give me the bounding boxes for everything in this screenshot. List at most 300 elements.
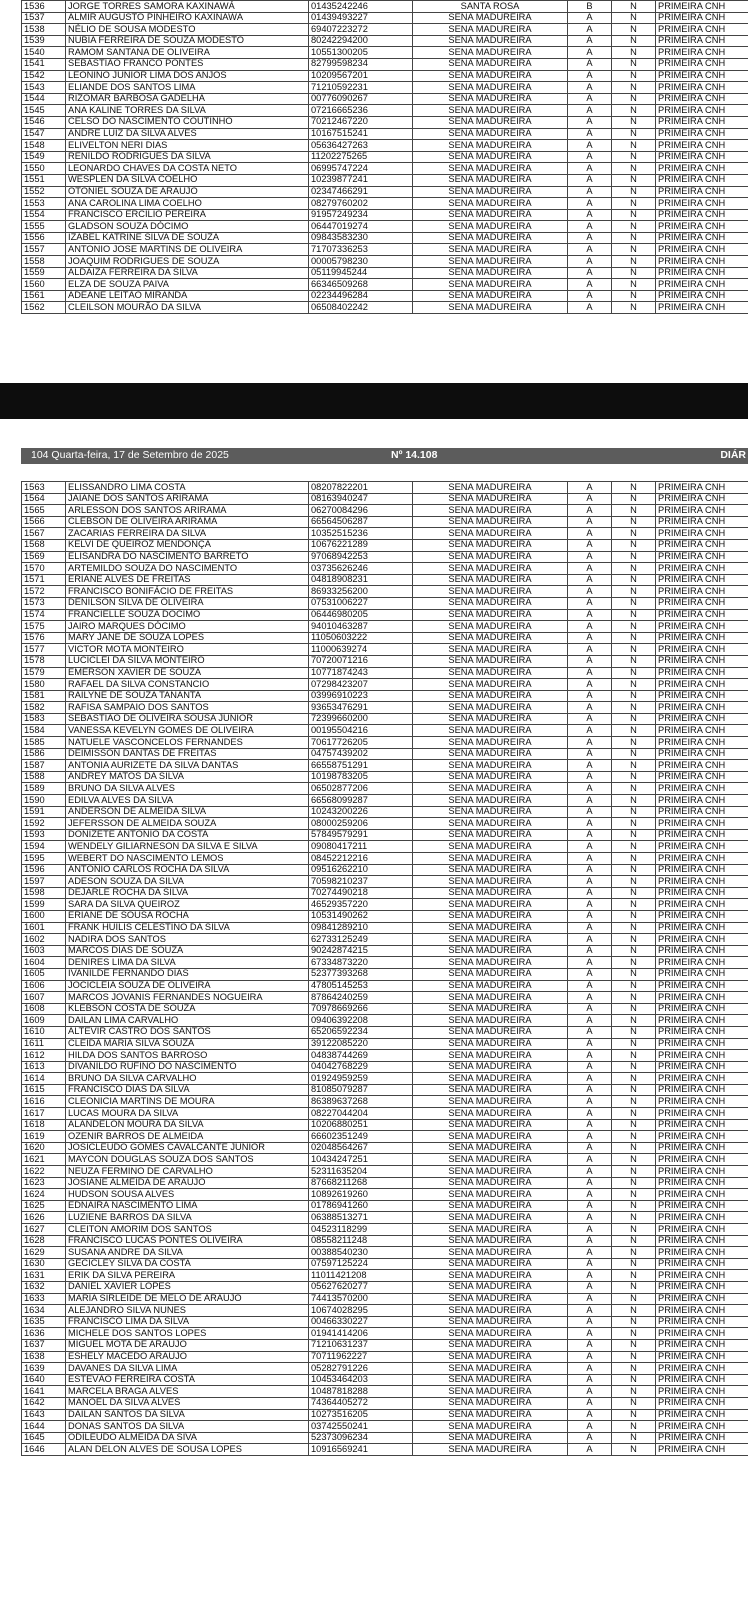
category: A — [568, 232, 612, 244]
city: SENA MADUREIRA — [413, 1015, 568, 1027]
status-flag: N — [612, 818, 656, 830]
table-row — [22, 563, 748, 575]
process-type: PRIMEIRA CNH — [656, 12, 748, 24]
process-type: PRIMEIRA CNH — [656, 853, 748, 865]
category: A — [568, 1084, 612, 1096]
candidate-name: SARA DA SILVA QUEIROZ — [66, 899, 309, 911]
process-type: PRIMEIRA CNH — [656, 93, 748, 105]
candidate-name: MARY JANE DE SOUZA LOPES — [66, 632, 309, 644]
status-flag: N — [612, 1050, 656, 1062]
row-number: 1551 — [22, 174, 66, 186]
city: SENA MADUREIRA — [413, 806, 568, 818]
city: SENA MADUREIRA — [413, 1339, 568, 1351]
cpf-number: 06447019274 — [309, 221, 413, 233]
city: SENA MADUREIRA — [413, 737, 568, 749]
category: A — [568, 1421, 612, 1433]
status-flag: N — [612, 140, 656, 152]
process-type: PRIMEIRA CNH — [656, 934, 748, 946]
city: SENA MADUREIRA — [413, 1050, 568, 1062]
category: A — [568, 1177, 612, 1189]
row-number: 1573 — [22, 597, 66, 609]
table-row — [22, 644, 748, 656]
candidate-name: EMERSON XAVIER DE SOUZA — [66, 667, 309, 679]
process-type: PRIMEIRA CNH — [656, 151, 748, 163]
candidate-name: NÉLIO DE SOUSA MODESTO — [66, 24, 309, 36]
city: SENA MADUREIRA — [413, 1363, 568, 1375]
row-number: 1642 — [22, 1397, 66, 1409]
cpf-number: 02048564267 — [309, 1142, 413, 1154]
category: A — [568, 864, 612, 876]
table-row — [22, 1351, 748, 1363]
status-flag: N — [612, 1444, 656, 1456]
candidate-name: ANDREY MATOS DA SILVA — [66, 771, 309, 783]
status-flag: N — [612, 713, 656, 725]
row-number: 1584 — [22, 725, 66, 737]
process-type: PRIMEIRA CNH — [656, 1258, 748, 1270]
status-flag: N — [612, 1084, 656, 1096]
row-number: 1590 — [22, 795, 66, 807]
cpf-number: 10771874243 — [309, 667, 413, 679]
table-row — [22, 992, 748, 1004]
process-type: PRIMEIRA CNH — [656, 957, 748, 969]
row-number: 1636 — [22, 1328, 66, 1340]
cpf-number: 57849579291 — [309, 829, 413, 841]
table-row — [22, 302, 748, 314]
status-flag: N — [612, 748, 656, 760]
row-number: 1588 — [22, 771, 66, 783]
cpf-number: 05636427263 — [309, 140, 413, 152]
city: SENA MADUREIRA — [413, 1235, 568, 1247]
category: A — [568, 279, 612, 291]
status-flag: N — [612, 174, 656, 186]
category: A — [568, 198, 612, 210]
process-type: PRIMEIRA CNH — [656, 1409, 748, 1421]
cpf-number: 10434247251 — [309, 1154, 413, 1166]
row-number: 1645 — [22, 1432, 66, 1444]
row-number: 1558 — [22, 256, 66, 268]
candidate-name: IZABEL KATRINE SILVA DE SOUZA — [66, 232, 309, 244]
category: A — [568, 968, 612, 980]
city: SENA MADUREIRA — [413, 899, 568, 911]
candidate-name: ZACARIAS FERREIRA DA SILVA — [66, 528, 309, 540]
city: SENA MADUREIRA — [413, 279, 568, 291]
row-number: 1617 — [22, 1108, 66, 1120]
process-type: PRIMEIRA CNH — [656, 887, 748, 899]
cpf-number: 10198783205 — [309, 771, 413, 783]
table-row — [22, 105, 748, 117]
status-flag: N — [612, 1247, 656, 1259]
city: SENA MADUREIRA — [413, 35, 568, 47]
row-number: 1600 — [22, 910, 66, 922]
cpf-number: 08452212216 — [309, 853, 413, 865]
top-record-body — [22, 1, 748, 314]
row-number: 1569 — [22, 551, 66, 563]
cpf-number: 71210592231 — [309, 82, 413, 94]
table-row — [22, 980, 748, 992]
category: A — [568, 1108, 612, 1120]
city: SENA MADUREIRA — [413, 1177, 568, 1189]
row-number: 1595 — [22, 853, 66, 865]
status-flag: N — [612, 679, 656, 691]
cpf-number: 90242874215 — [309, 945, 413, 957]
cpf-number: 11000639274 — [309, 644, 413, 656]
city: SENA MADUREIRA — [413, 1212, 568, 1224]
cpf-number: 07531006227 — [309, 597, 413, 609]
table-row — [22, 505, 748, 517]
city: SENA MADUREIRA — [413, 864, 568, 876]
candidate-name: EDNAIRA NASCIMENTO LIMA — [66, 1200, 309, 1212]
process-type: PRIMEIRA CNH — [656, 1142, 748, 1154]
table-row — [22, 1432, 748, 1444]
candidate-name: SEBASTIÃO DE OLIVEIRA SOUSA JUNIOR — [66, 713, 309, 725]
candidate-name: LUCICLEI DA SILVA MONTEIRO — [66, 655, 309, 667]
row-number: 1536 — [22, 1, 66, 13]
city: SENA MADUREIRA — [413, 244, 568, 256]
cpf-number: 70598210237 — [309, 876, 413, 888]
cpf-number: 04757439202 — [309, 748, 413, 760]
candidate-name: MARIA SIRLEIDE DE MELO DE ARAÚJO — [66, 1293, 309, 1305]
category: A — [568, 1131, 612, 1143]
row-number: 1538 — [22, 24, 66, 36]
cpf-number: 52377393268 — [309, 968, 413, 980]
status-flag: N — [612, 12, 656, 24]
status-flag: N — [612, 1316, 656, 1328]
status-flag: N — [612, 1177, 656, 1189]
category: A — [568, 702, 612, 714]
city: SENA MADUREIRA — [413, 748, 568, 760]
process-type: PRIMEIRA CNH — [656, 1374, 748, 1386]
bottom-record-body — [22, 482, 748, 1456]
status-flag: N — [612, 702, 656, 714]
process-type: PRIMEIRA CNH — [656, 244, 748, 256]
category: A — [568, 876, 612, 888]
table-row — [22, 1108, 748, 1120]
city: SENA MADUREIRA — [413, 482, 568, 494]
table-row — [22, 82, 748, 94]
cpf-number: 01439493227 — [309, 12, 413, 24]
city: SENA MADUREIRA — [413, 267, 568, 279]
process-type: PRIMEIRA CNH — [656, 1108, 748, 1120]
process-type: PRIMEIRA CNH — [656, 1328, 748, 1340]
candidate-name: NEUZA FERMINO DE CARVALHO — [66, 1166, 309, 1178]
category: A — [568, 841, 612, 853]
table-row — [22, 1421, 748, 1433]
bottom-record-table — [21, 481, 748, 1456]
status-flag: N — [612, 1108, 656, 1120]
table-row — [22, 818, 748, 830]
table-row — [22, 539, 748, 551]
row-number: 1540 — [22, 47, 66, 59]
table-row — [22, 1131, 748, 1143]
city: SENA MADUREIRA — [413, 644, 568, 656]
table-row — [22, 1224, 748, 1236]
candidate-name: JAIANE DOS SANTOS ARIRAMA — [66, 493, 309, 505]
cpf-number: 10531490262 — [309, 910, 413, 922]
candidate-name: ARLESSON DOS SANTOS ARIRAMA — [66, 505, 309, 517]
cpf-number: 70617726205 — [309, 737, 413, 749]
row-number: 1611 — [22, 1038, 66, 1050]
candidate-name: JOSIANE ALMEIDA DE ARAUJO — [66, 1177, 309, 1189]
candidate-name: DONAS SANTOS DA SILVA — [66, 1421, 309, 1433]
candidate-name: ERIANE ALVES DE FREITAS — [66, 574, 309, 586]
category: A — [568, 725, 612, 737]
status-flag: N — [612, 1026, 656, 1038]
candidate-name: SEBASTIÃO FRANCO PONTES — [66, 58, 309, 70]
cpf-number: 06508402242 — [309, 302, 413, 314]
candidate-name: NÚBIA FERREIRA DE SOUZA MODESTO — [66, 35, 309, 47]
row-number: 1609 — [22, 1015, 66, 1027]
top-record-table — [21, 0, 748, 314]
status-flag: N — [612, 1003, 656, 1015]
city: SENA MADUREIRA — [413, 841, 568, 853]
city: SENA MADUREIRA — [413, 771, 568, 783]
status-flag: N — [612, 528, 656, 540]
candidate-name: WENDELY GILIARNESON DA SILVA E SILVA — [66, 841, 309, 853]
table-row — [22, 1293, 748, 1305]
cpf-number: 00195504216 — [309, 725, 413, 737]
process-type: PRIMEIRA CNH — [656, 1212, 748, 1224]
table-row — [22, 806, 748, 818]
row-number: 1542 — [22, 70, 66, 82]
table-row — [22, 655, 748, 667]
category: A — [568, 992, 612, 1004]
city: SENA MADUREIRA — [413, 586, 568, 598]
candidate-name: ADEANE LEITÃO MIRANDA — [66, 290, 309, 302]
category: A — [568, 621, 612, 633]
candidate-name: RIZOMAR BARBOSA GADELHA — [66, 93, 309, 105]
table-row — [22, 140, 748, 152]
status-flag: N — [612, 1258, 656, 1270]
status-flag: N — [612, 586, 656, 598]
status-flag: N — [612, 128, 656, 140]
city: SENA MADUREIRA — [413, 174, 568, 186]
candidate-name: CLEBSON DE OLIVEIRA ARIRAMA — [66, 516, 309, 528]
cpf-number: 66346509268 — [309, 279, 413, 291]
table-row — [22, 621, 748, 633]
candidate-name: DAILAN LIMA CARVALHO — [66, 1015, 309, 1027]
process-type: PRIMEIRA CNH — [656, 279, 748, 291]
status-flag: N — [612, 58, 656, 70]
candidate-name: LEONARDO CHAVES DA COSTA NETO — [66, 163, 309, 175]
status-flag: N — [612, 806, 656, 818]
category: A — [568, 267, 612, 279]
category: A — [568, 1397, 612, 1409]
table-row — [22, 1026, 748, 1038]
city: SENA MADUREIRA — [413, 1409, 568, 1421]
process-type: PRIMEIRA CNH — [656, 992, 748, 1004]
process-type: PRIMEIRA CNH — [656, 35, 748, 47]
status-flag: N — [612, 910, 656, 922]
category: B — [568, 1, 612, 13]
status-flag: N — [612, 841, 656, 853]
table-row — [22, 1212, 748, 1224]
cpf-number: 81085079287 — [309, 1084, 413, 1096]
status-flag: N — [612, 876, 656, 888]
table-row — [22, 1061, 748, 1073]
process-type: PRIMEIRA CNH — [656, 713, 748, 725]
category: A — [568, 35, 612, 47]
status-flag: N — [612, 70, 656, 82]
category: A — [568, 644, 612, 656]
row-number: 1553 — [22, 198, 66, 210]
process-type: PRIMEIRA CNH — [656, 574, 748, 586]
category: A — [568, 586, 612, 598]
process-type: PRIMEIRA CNH — [656, 1270, 748, 1282]
category: A — [568, 302, 612, 314]
category: A — [568, 528, 612, 540]
city: SENA MADUREIRA — [413, 232, 568, 244]
category: A — [568, 609, 612, 621]
category: A — [568, 957, 612, 969]
category: A — [568, 1363, 612, 1375]
category: A — [568, 667, 612, 679]
candidate-name: RAILYNE DE SOUZA TANANTA — [66, 690, 309, 702]
city: SENA MADUREIRA — [413, 186, 568, 198]
candidate-name: KLEBSON COSTA DE SOUZA — [66, 1003, 309, 1015]
candidate-name: FRANCIELLE SOUZA DOCIMO — [66, 609, 309, 621]
category: A — [568, 1096, 612, 1108]
cpf-number: 97068942253 — [309, 551, 413, 563]
candidate-name: MARCELA BRAGA ALVES — [66, 1386, 309, 1398]
cpf-number: 46529357220 — [309, 899, 413, 911]
table-row — [22, 1305, 748, 1317]
row-number: 1599 — [22, 899, 66, 911]
row-number: 1547 — [22, 128, 66, 140]
row-number: 1631 — [22, 1270, 66, 1282]
process-type: PRIMEIRA CNH — [656, 1247, 748, 1259]
table-row — [22, 209, 748, 221]
process-type: PRIMEIRA CNH — [656, 1, 748, 13]
row-number: 1632 — [22, 1281, 66, 1293]
candidate-name: BRUNO DA SILVA CARVALHO — [66, 1073, 309, 1085]
table-row — [22, 899, 748, 911]
table-row — [22, 597, 748, 609]
candidate-name: ALDAIZA FERREIRA DA SILVA — [66, 267, 309, 279]
candidate-name: RAFISA SAMPAIO DOS SANTOS — [66, 702, 309, 714]
process-type: PRIMEIRA CNH — [656, 679, 748, 691]
cpf-number: 70711962227 — [309, 1351, 413, 1363]
cpf-number: 06270084296 — [309, 505, 413, 517]
row-number: 1575 — [22, 621, 66, 633]
process-type: PRIMEIRA CNH — [656, 667, 748, 679]
category: A — [568, 1166, 612, 1178]
candidate-name: JEFERSSON DE ALMEIDA SOUZA — [66, 818, 309, 830]
table-row — [22, 667, 748, 679]
category: A — [568, 737, 612, 749]
process-type: PRIMEIRA CNH — [656, 1119, 748, 1131]
row-number: 1550 — [22, 163, 66, 175]
table-row — [22, 482, 748, 494]
city: SENA MADUREIRA — [413, 632, 568, 644]
row-number: 1621 — [22, 1154, 66, 1166]
table-row — [22, 748, 748, 760]
category: A — [568, 934, 612, 946]
process-type: PRIMEIRA CNH — [656, 1015, 748, 1027]
cpf-number: 10167515241 — [309, 128, 413, 140]
category: A — [568, 244, 612, 256]
candidate-name: FRANCISCO LUCAS PONTES OLIVEIRA — [66, 1235, 309, 1247]
category: A — [568, 1189, 612, 1201]
cpf-number: 93653476291 — [309, 702, 413, 714]
candidate-name: ELISANDRA DO NASCIMENTO BARRETO — [66, 551, 309, 563]
category: A — [568, 1305, 612, 1317]
candidate-name: ANTONIO JOSE MARTINS DE OLIVEIRA — [66, 244, 309, 256]
category: A — [568, 887, 612, 899]
table-row — [22, 1154, 748, 1166]
city: SENA MADUREIRA — [413, 1166, 568, 1178]
row-number: 1579 — [22, 667, 66, 679]
category: A — [568, 1281, 612, 1293]
process-type: PRIMEIRA CNH — [656, 1003, 748, 1015]
table-row — [22, 493, 748, 505]
category: A — [568, 1038, 612, 1050]
status-flag: N — [612, 737, 656, 749]
status-flag: N — [612, 1224, 656, 1236]
row-number: 1607 — [22, 992, 66, 1004]
table-row — [22, 1328, 748, 1340]
row-number: 1564 — [22, 493, 66, 505]
table-row — [22, 232, 748, 244]
table-row — [22, 725, 748, 737]
city: SENA MADUREIRA — [413, 667, 568, 679]
candidate-name: RAMOM SANTANA DE OLIVEIRA — [66, 47, 309, 59]
category: A — [568, 1073, 612, 1085]
cpf-number: 67334873220 — [309, 957, 413, 969]
category: A — [568, 899, 612, 911]
process-type: PRIMEIRA CNH — [656, 105, 748, 117]
candidate-name: ELIANDE DOS SANTOS LIMA — [66, 82, 309, 94]
candidate-name: DENILSON SILVA DE OLIVEIRA — [66, 597, 309, 609]
candidate-name: MANOEL DA SILVA ALVES — [66, 1397, 309, 1409]
candidate-name: DAILAN SANTOS DA SILVA — [66, 1409, 309, 1421]
status-flag: N — [612, 1270, 656, 1282]
cpf-number: 10352515236 — [309, 528, 413, 540]
table-row — [22, 1247, 748, 1259]
row-number: 1608 — [22, 1003, 66, 1015]
category: A — [568, 116, 612, 128]
city: SENA MADUREIRA — [413, 551, 568, 563]
table-row — [22, 853, 748, 865]
cpf-number: 69407223272 — [309, 24, 413, 36]
row-number: 1539 — [22, 35, 66, 47]
status-flag: N — [612, 151, 656, 163]
cpf-number: 66564506287 — [309, 516, 413, 528]
row-number: 1567 — [22, 528, 66, 540]
status-flag: N — [612, 655, 656, 667]
candidate-name: FRANCISCO DIAS DA SILVA — [66, 1084, 309, 1096]
candidate-name: ESHELY MACEDO ARAÚJO — [66, 1351, 309, 1363]
row-number: 1622 — [22, 1166, 66, 1178]
cpf-number: 10453464203 — [309, 1374, 413, 1386]
status-flag: N — [612, 574, 656, 586]
row-number: 1544 — [22, 93, 66, 105]
row-number: 1615 — [22, 1084, 66, 1096]
cpf-number: 06388513271 — [309, 1212, 413, 1224]
row-number: 1583 — [22, 713, 66, 725]
process-type: PRIMEIRA CNH — [656, 209, 748, 221]
cpf-number: 00005798230 — [309, 256, 413, 268]
row-number: 1605 — [22, 968, 66, 980]
city: SENA MADUREIRA — [413, 713, 568, 725]
table-row — [22, 1, 748, 13]
table-row — [22, 116, 748, 128]
row-number: 1557 — [22, 244, 66, 256]
row-number: 1554 — [22, 209, 66, 221]
table-row — [22, 198, 748, 210]
candidate-name: DAVANES DA SILVA LIMA — [66, 1363, 309, 1375]
row-number: 1614 — [22, 1073, 66, 1085]
status-flag: N — [612, 505, 656, 517]
